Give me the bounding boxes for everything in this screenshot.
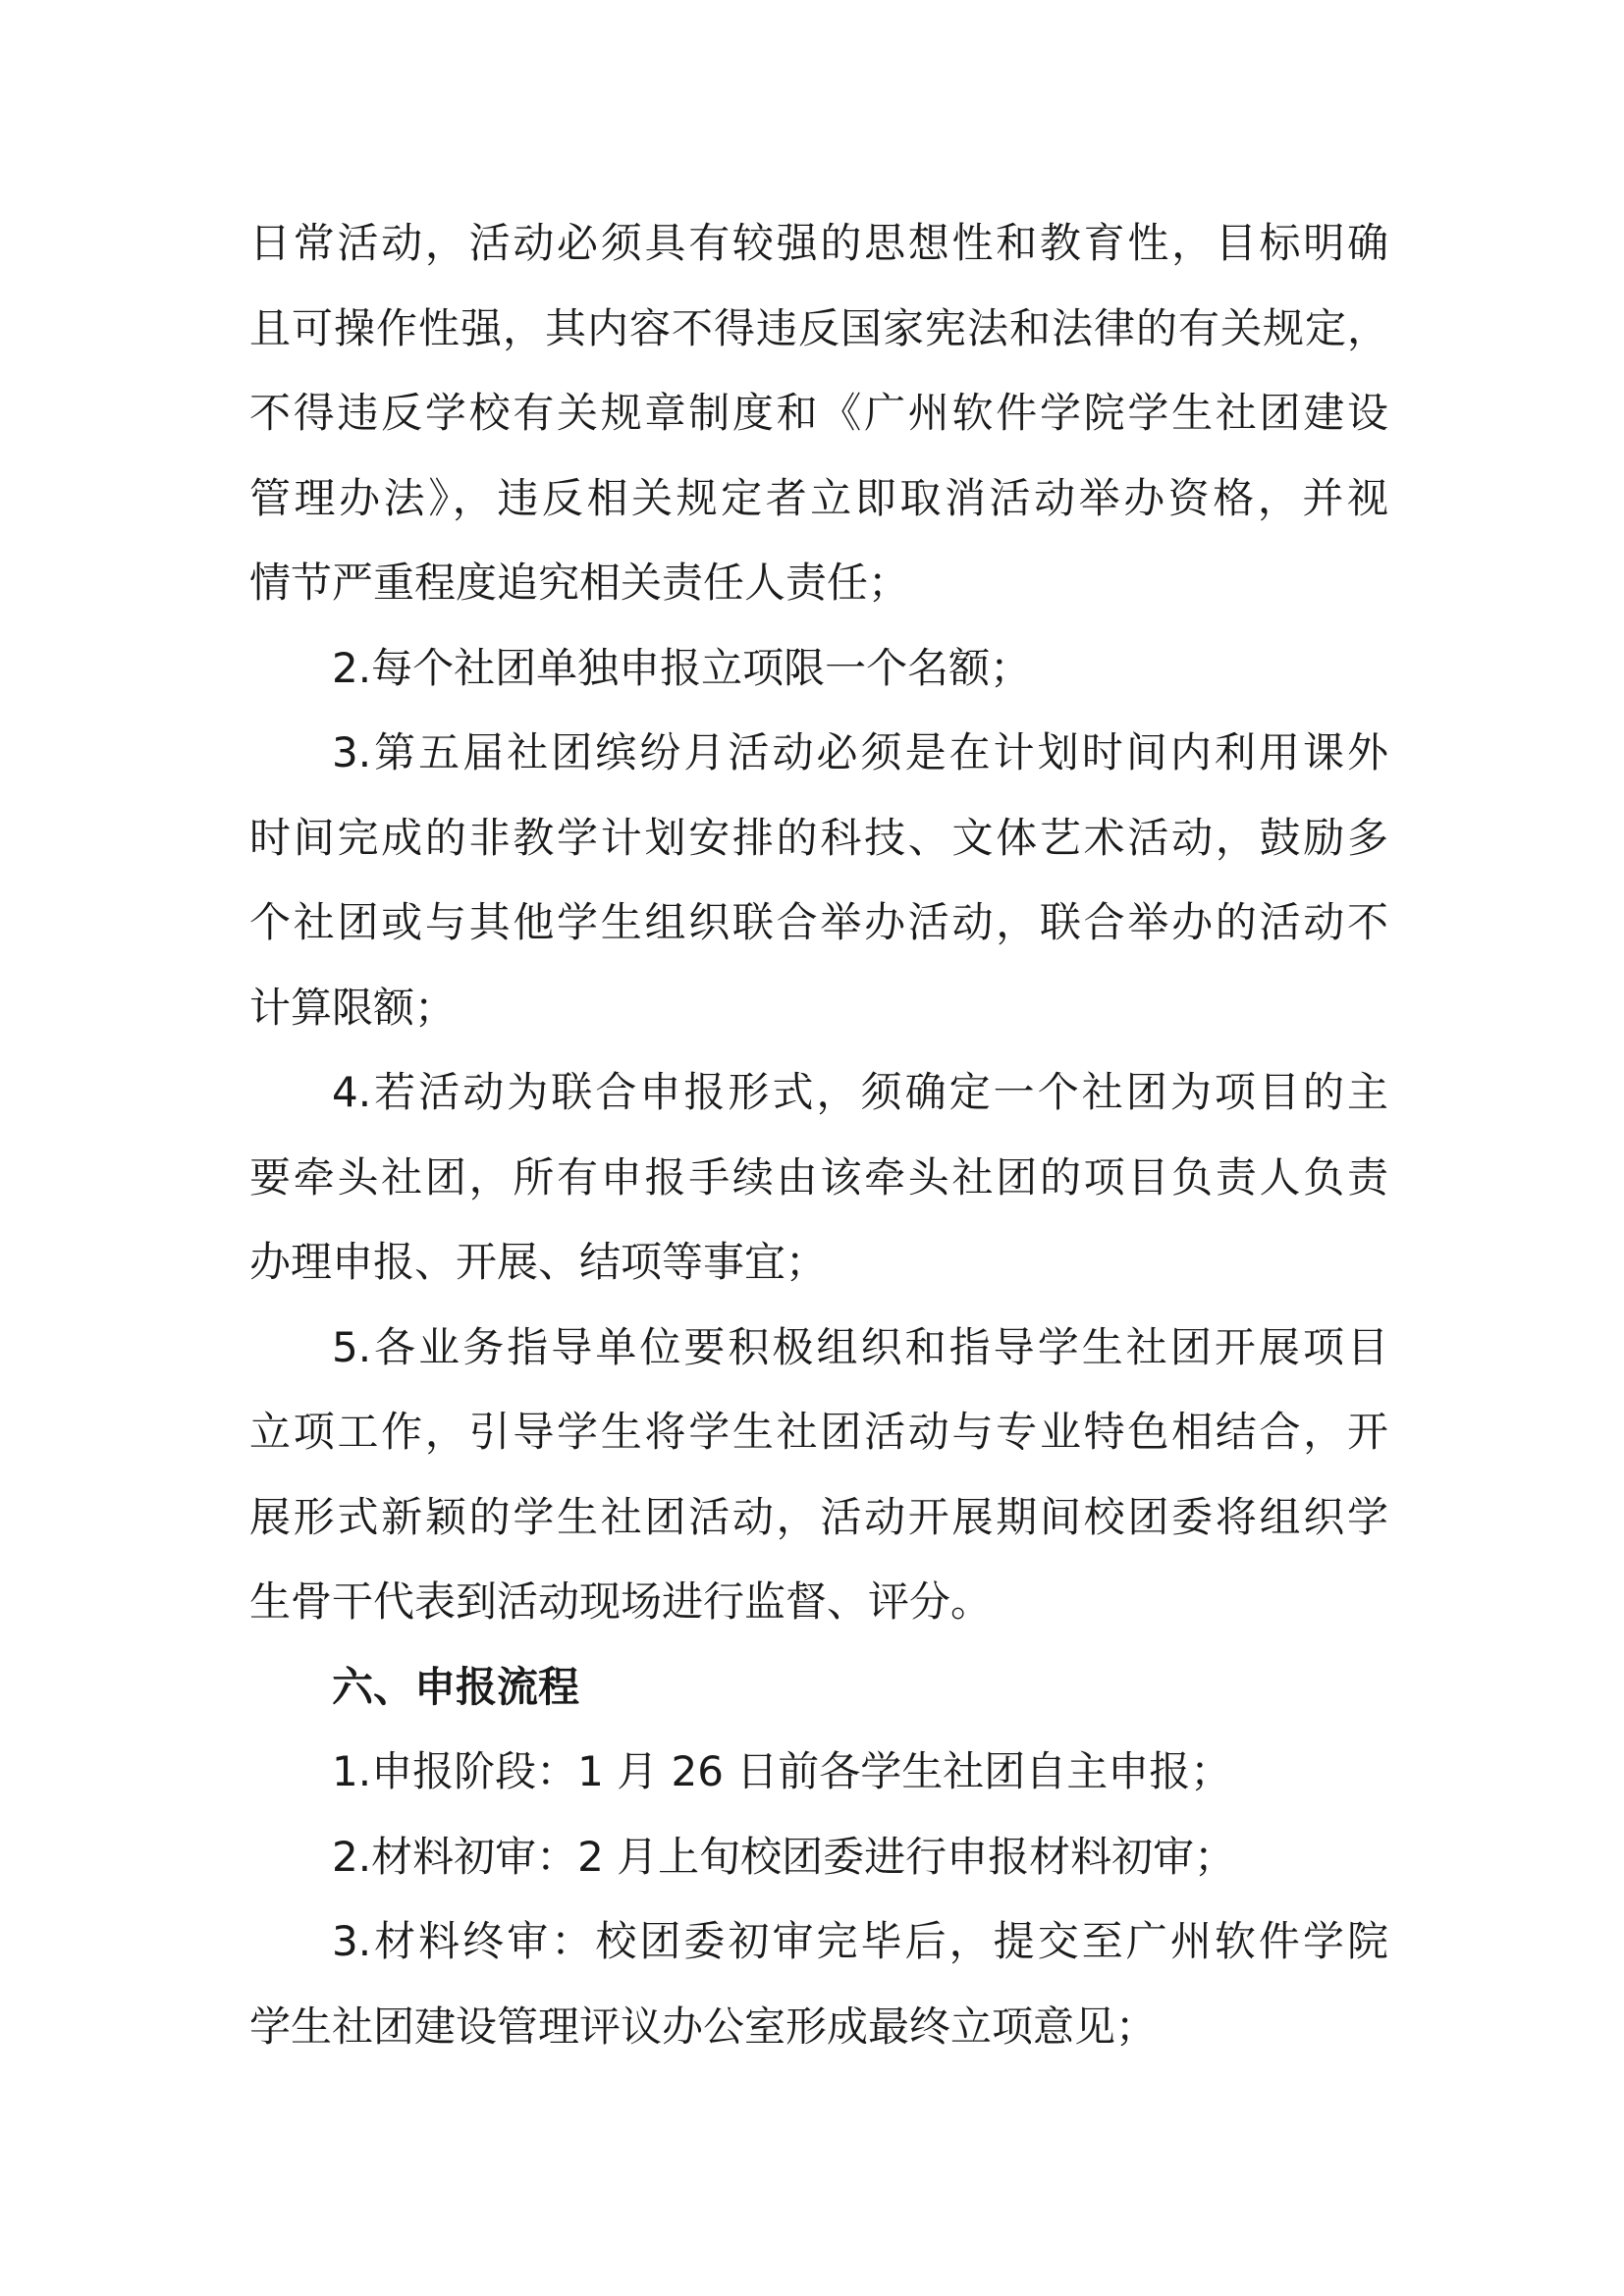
paragraph-line: 要牵头社团，所有申报手续由该牵头社团的项目负责人负责 [249,1152,1388,1201]
paragraph-line: 时间完成的非教学计划安排的科技、文体艺术活动，鼓励多 [249,813,1388,862]
paragraph-line: 日常活动，活动必须具有较强的思想性和教育性，目标明确 [249,219,1388,267]
process-step-3: 3.材料终审：校团委初审完毕后，提交至广州软件学院 [332,1917,1388,1965]
list-item-3: 3.第五届社团缤纷月活动必须是在计划时间内利用课外 [332,728,1388,776]
process-step-1: 1.申报阶段：1 月 26 日前各学生社团自主申报； [332,1747,1232,1795]
paragraph-line: 展形式新颖的学生社团活动，活动开展期间校团委将组织学 [249,1492,1388,1541]
paragraph-line: 不得违反学校有关规章制度和《广州软件学院学生社团建设 [249,389,1388,437]
list-item-2: 2.每个社团单独申报立项限一个名额； [332,643,1032,692]
list-item-4: 4.若活动为联合申报形式，须确定一个社团为项目的主 [332,1068,1388,1116]
section-heading: 六、申报流程 [332,1662,580,1711]
list-item-5: 5.各业务指导单位要积极组织和指导学生社团开展项目 [332,1322,1388,1371]
paragraph-line: 办理申报、开展、结项等事宜； [249,1238,828,1286]
paragraph-line: 生骨干代表到活动现场进行监督、评分。 [249,1577,993,1626]
paragraph-line: 计算限额； [249,983,457,1032]
paragraph-line: 情节严重程度追究相关责任人责任； [249,559,910,607]
paragraph-line: 立项工作，引导学生将学生社团活动与专业特色相结合，开 [249,1408,1388,1456]
process-step-2: 2.材料初审：2 月上旬校团委进行申报材料初审； [332,1832,1236,1881]
paragraph-line: 个社团或与其他学生组织联合举办活动，联合举办的活动不 [249,898,1388,946]
paragraph-line: 管理办法》，违反相关规定者立即取消活动举办资格，并视 [249,473,1388,522]
document-body [249,201,1388,2069]
paragraph-line: 且可操作性强，其内容不得违反国家宪法和法律的有关规定， [249,303,1388,352]
paragraph-line: 学生社团建设管理评议办公室形成最终立项意见； [249,2002,1158,2051]
